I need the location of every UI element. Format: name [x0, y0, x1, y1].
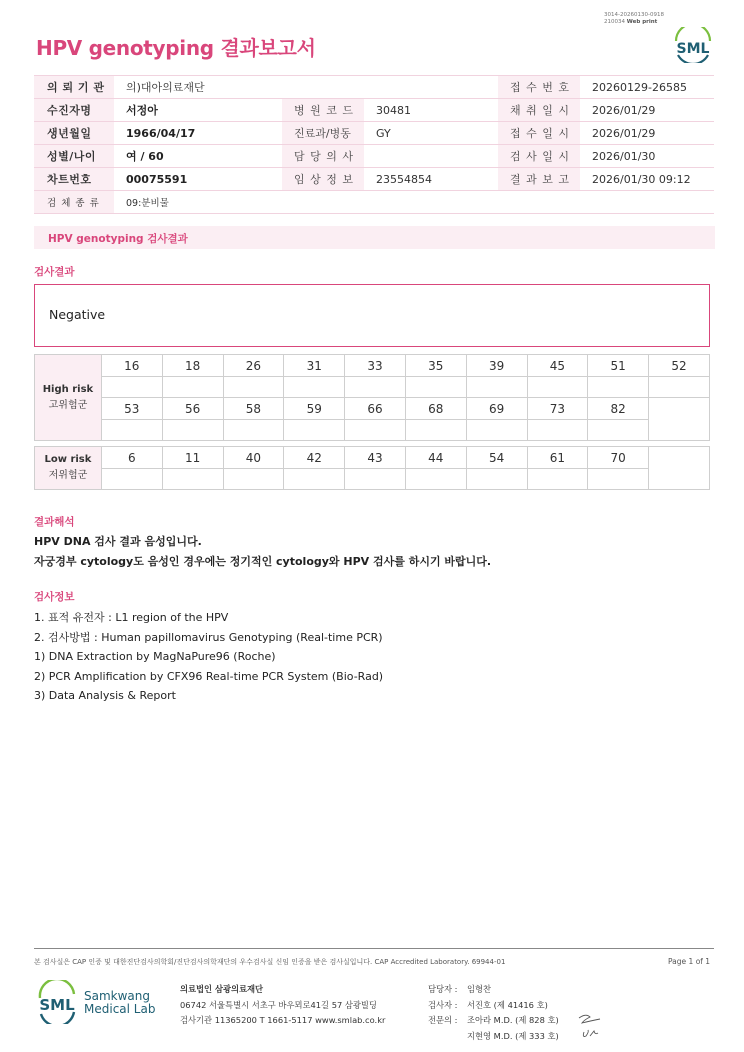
label-chart-number: 차트번호: [34, 168, 114, 191]
label-sex-age: 성별/나이: [34, 145, 114, 168]
value-clinical-info: 23554854: [364, 168, 498, 191]
genotype-cell: 82: [588, 398, 649, 420]
value-patient-name: 서정아: [114, 99, 282, 122]
genotype-cell: 33: [345, 355, 406, 377]
staff-value: 조아라 M.D. (제 828 호): [467, 1015, 559, 1025]
result-cell: [162, 420, 223, 441]
label-clinical-info: 임 상 정 보: [282, 168, 364, 191]
genotype-cell: 6: [101, 447, 162, 469]
result-cell: [588, 469, 649, 490]
high-risk-label-ko: 고위험군: [48, 399, 88, 411]
staff-key: 담당자 :: [428, 984, 458, 994]
genotype-cell: 69: [466, 398, 527, 420]
brand-line1: Samkwang: [84, 989, 150, 1003]
value-specimen-type: 09:분비물: [114, 191, 714, 214]
genotype-cell: 54: [466, 447, 527, 469]
footer-divider: [34, 948, 714, 949]
empty-cell: [649, 447, 710, 490]
value-test-date: 2026/01/30: [580, 145, 714, 168]
label-hospital-code: 병 원 코 드: [282, 99, 364, 122]
staff-row: [428, 982, 559, 998]
label-patient-name: 수진자명: [34, 99, 114, 122]
result-cell: [223, 377, 284, 398]
doc-code-line2: 210034: [604, 18, 625, 25]
result-value: Negative: [49, 307, 106, 322]
genotype-cell: 52: [649, 355, 710, 377]
low-risk-label-ko: 저위험군: [48, 470, 88, 481]
low-risk-label: [35, 447, 102, 490]
test-info-title: 검사정보: [34, 591, 75, 603]
genotype-cell: 16: [101, 355, 162, 377]
value-chart-number: 00075591: [114, 168, 282, 191]
low-risk-label-en: Low risk: [44, 454, 92, 465]
label-specimen-type: 검 체 종 류: [34, 191, 114, 214]
genotype-cell: 45: [527, 355, 588, 377]
info-row: [34, 168, 714, 191]
test-info-list: [34, 608, 383, 706]
info-row: [34, 191, 714, 214]
label-test-date: 검 사 일 시: [498, 145, 580, 168]
brand-name: [84, 990, 155, 1016]
result-cell: [101, 377, 162, 398]
high-risk-label: [35, 355, 102, 441]
result-cell: [284, 377, 345, 398]
result-cell: [101, 469, 162, 490]
interpretation-line2: 자궁경부 cytology도 음성인 경우에는 정기적인 cytology와 HPV 검사를 하시기 바랍니다.: [34, 555, 492, 568]
result-box: [34, 284, 710, 347]
genotype-cell: 35: [405, 355, 466, 377]
result-cell: [466, 469, 527, 490]
label-department: 진료과/병동: [282, 122, 364, 145]
genotype-cell: 42: [284, 447, 345, 469]
empty-cell: [649, 398, 710, 441]
staff-row: [428, 1029, 559, 1045]
section-title: HPV genotyping 검사결과: [48, 233, 188, 245]
label-receipt-date: 접 수 일 시: [498, 122, 580, 145]
result-cell: [101, 420, 162, 441]
result-cell: [223, 420, 284, 441]
test-info-line: 3) Data Analysis & Report: [34, 689, 176, 702]
brand-line2: Medical Lab: [84, 1002, 156, 1016]
sml-logo-icon: [672, 27, 714, 63]
staff-row: [428, 1013, 559, 1029]
result-cell: [284, 469, 345, 490]
label-birth-date: 생년월일: [34, 122, 114, 145]
info-row: [34, 76, 714, 99]
test-info-line: 2. 검사방법 : Human papillomavirus Genotyping (Real-time PCR): [34, 630, 383, 644]
genotype-cell: 56: [162, 398, 223, 420]
value-receipt-date: 2026/01/29: [580, 122, 714, 145]
result-cell: [466, 420, 527, 441]
genotype-cell: 26: [223, 355, 284, 377]
staff-value: 지현영 M.D. (제 333 호): [467, 1030, 559, 1041]
low-risk-row: [35, 447, 710, 469]
label-receipt-number: 접 수 번 호: [498, 76, 580, 99]
document-code: [604, 12, 664, 25]
genotype-cell: 40: [223, 447, 284, 469]
result-label: 검사결과: [34, 266, 75, 278]
result-cell: [345, 469, 406, 490]
result-cell: [405, 377, 466, 398]
test-info-line: 2) PCR Amplification by CFX96 Real-time PCR System (Bio-Rad): [34, 669, 384, 683]
info-row: [34, 99, 714, 122]
value-collection-date: 2026/01/29: [580, 99, 714, 122]
genotype-cell: 31: [284, 355, 345, 377]
staff-info: [428, 982, 559, 1044]
label-collection-date: 채 취 일 시: [498, 99, 580, 122]
patient-info-table: [34, 75, 714, 214]
staff-key: 검사자 :: [428, 999, 458, 1010]
genotype-cell: 70: [588, 447, 649, 469]
certification-note: 본 검사실은 CAP 인증 및 대한진단검사의학회/진단검사의학재단의 우수검사실 신임 인증을 받은 검사실입니다. CAP Accredited Laboratory. 69944-01: [34, 958, 506, 966]
sml-logo-text: SML: [676, 41, 710, 57]
result-cell: [649, 377, 710, 398]
label-attending-doctor: 담 당 의 사: [282, 145, 364, 168]
value-birth-date: 1966/04/17: [114, 122, 282, 145]
value-attending-doctor: [364, 145, 498, 168]
value-hospital-code: 30481: [364, 99, 498, 122]
high-risk-row: [35, 355, 710, 377]
test-info-line: 1) DNA Extraction by MagNaPure96 (Roche): [34, 650, 276, 663]
result-row: [35, 420, 710, 441]
result-cell: [223, 469, 284, 490]
result-cell: [284, 420, 345, 441]
genotype-cell: 39: [466, 355, 527, 377]
result-cell: [527, 469, 588, 490]
result-cell: [527, 377, 588, 398]
value-sex-age: 여 / 60: [114, 145, 282, 168]
result-cell: [345, 420, 406, 441]
page-number: Page 1 of 1: [668, 957, 711, 966]
value-report-date: 2026/01/30 09:12: [580, 168, 714, 191]
result-cell: [588, 420, 649, 441]
result-cell: [588, 377, 649, 398]
sml-footer-logo-icon: [36, 980, 78, 1024]
genotype-cell: 53: [101, 398, 162, 420]
doc-code-line1: 3014-20260130-0918: [604, 12, 664, 18]
staff-value: 임형찬: [467, 984, 492, 994]
sml-footer-logo-text: SML: [39, 996, 75, 1014]
staff-row: [428, 998, 559, 1014]
signature-icon: [576, 1010, 604, 1040]
genotype-cell: 11: [162, 447, 223, 469]
organization-info: [180, 982, 385, 1029]
staff-value: 서진호 (제 41416 호): [467, 999, 548, 1010]
genotype-cell: 61: [527, 447, 588, 469]
genotype-cell: 51: [588, 355, 649, 377]
genotype-cell: 18: [162, 355, 223, 377]
result-row: [35, 377, 710, 398]
genotype-cell: 73: [527, 398, 588, 420]
result-row: [35, 469, 710, 490]
high-risk-row: [35, 398, 710, 420]
org-contact: 검사기관 11365200 T 1661-5117 www.smlab.co.kr: [180, 1015, 386, 1025]
test-info-line: 1. 표적 유전자 : L1 region of the HPV: [34, 611, 229, 624]
interpretation-line1: HPV DNA 검사 결과 음성입니다.: [34, 535, 202, 548]
genotype-cell: 66: [345, 398, 406, 420]
page-title: HPV genotyping 결과보고서: [36, 36, 316, 60]
label-report-date: 결 과 보 고: [498, 168, 580, 191]
value-requesting-institution: 의)대아의료재단: [114, 76, 498, 99]
result-cell: [345, 377, 406, 398]
genotype-cell: 44: [405, 447, 466, 469]
staff-key: 전문의 :: [428, 1015, 458, 1025]
genotype-cell: 43: [345, 447, 406, 469]
section-header: [34, 226, 715, 249]
value-receipt-number: 20260129-26585: [580, 76, 714, 99]
info-row: [34, 145, 714, 168]
label-requesting-institution: 의 뢰 기 관: [34, 76, 114, 99]
result-cell: [466, 377, 527, 398]
high-risk-label-en: High risk: [42, 383, 94, 395]
org-name: 의료법인 삼광의료재단: [180, 984, 264, 994]
staff-key: [428, 1029, 467, 1045]
result-cell: [405, 469, 466, 490]
result-cell: [405, 420, 466, 441]
high-risk-table: [34, 354, 710, 441]
genotype-cell: 58: [223, 398, 284, 420]
result-cell: [527, 420, 588, 441]
info-row: [34, 122, 714, 145]
web-print-label: Web print: [626, 18, 658, 25]
org-address: 06742 서울특별시 서초구 바우뫼로41길 57 삼광빌딩: [180, 999, 377, 1010]
result-cell: [162, 469, 223, 490]
interpretation-title: 결과해석: [34, 516, 75, 528]
result-cell: [162, 377, 223, 398]
value-department: GY: [364, 122, 498, 145]
genotype-cell: 68: [405, 398, 466, 420]
low-risk-table: [34, 446, 710, 490]
genotype-cell: 59: [284, 398, 345, 420]
